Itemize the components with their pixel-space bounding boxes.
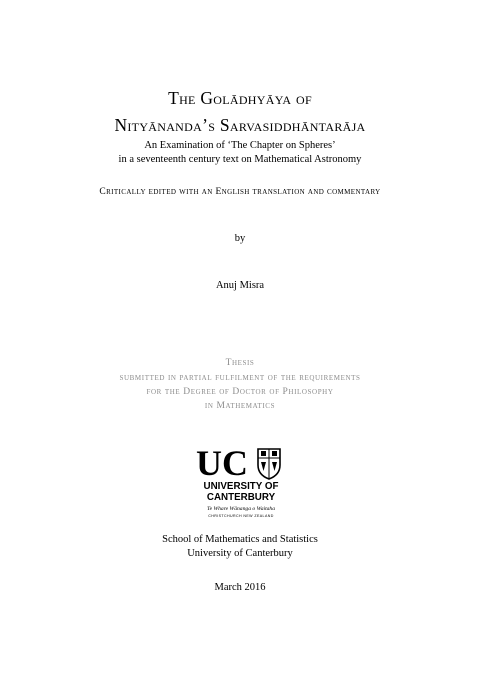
thesis-line-2: for the Degree of Doctor of Philosophy: [146, 387, 334, 397]
by-label: by: [234, 233, 246, 244]
logo-name-line-1: UNIVERSITY OF: [203, 481, 279, 492]
edition-note: Critically edited with an English translation and commentary: [99, 187, 381, 197]
title-line-2: Nityānanda’s Sarvasiddhāntarāja: [114, 115, 366, 135]
submission-date: March 2016: [214, 582, 266, 593]
thesis-line-3: in Mathematics: [204, 401, 276, 411]
author-name: Anuj Misra: [215, 280, 265, 291]
crest-icon: [258, 449, 280, 479]
title-line-1: The Golādhyāya of: [168, 88, 312, 108]
university-logo: [196, 445, 286, 523]
logo-name-line-2: CANTERBURY: [206, 492, 276, 503]
thesis-line-1: submitted in partial fulfilment of the requirements: [119, 373, 361, 383]
thesis-label: Thesis: [225, 358, 255, 368]
subtitle-line-1: An Examination of ‘The Chapter on Spheres’: [144, 140, 336, 151]
logo-maori-name: Te Whare Wānanga o Waitaha: [206, 506, 276, 512]
logo-location: CHRISTCHURCH NEW ZEALAND: [208, 514, 274, 518]
school-name: School of Mathematics and Statistics: [162, 534, 318, 545]
university-name: University of Canterbury: [187, 548, 293, 559]
logo-initials: UC: [196, 445, 248, 483]
subtitle-line-2: in a seventeenth century text on Mathematical Astronomy: [118, 154, 362, 165]
